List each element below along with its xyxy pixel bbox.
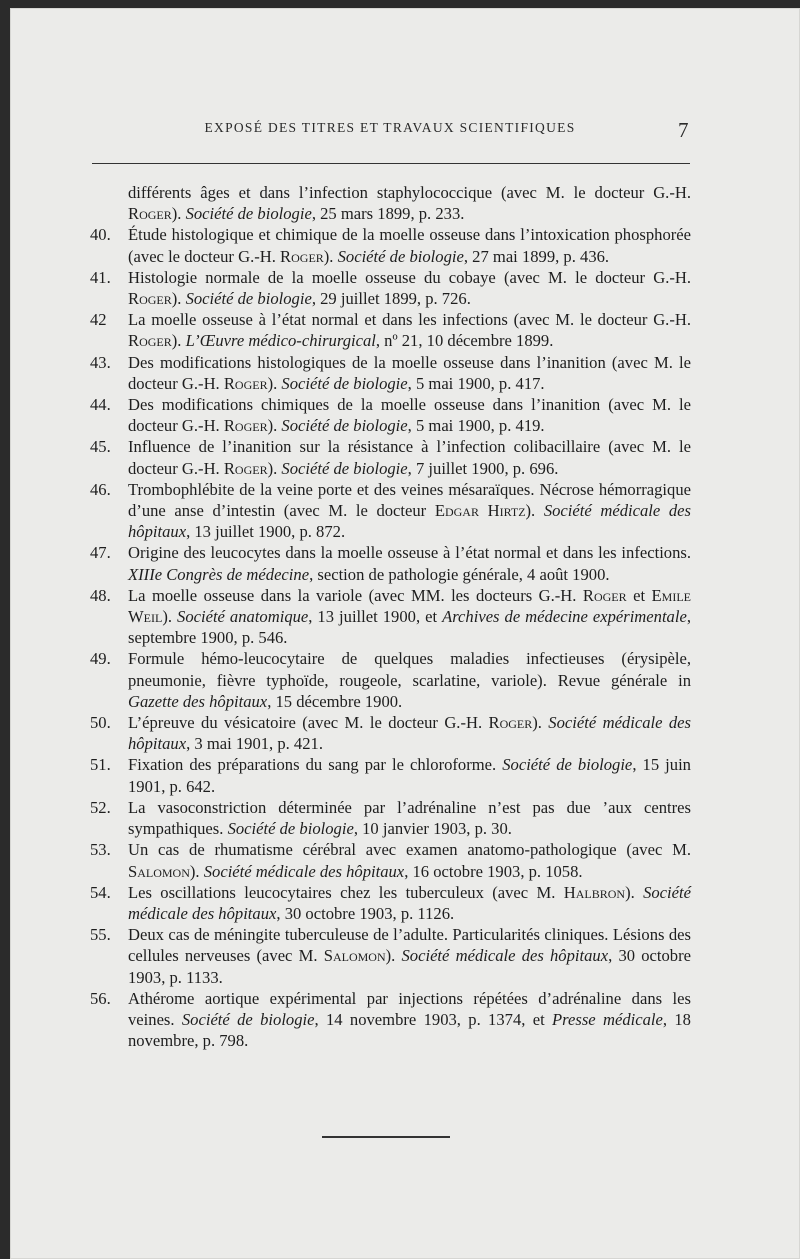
- entry-number: 55.: [90, 925, 111, 945]
- entry-text-part: La moelle osseuse dans la variole (avec MM. les docteurs G.-H.: [128, 585, 583, 605]
- entry-number: 56.: [90, 988, 111, 1008]
- author-name: Roger: [280, 246, 324, 266]
- entry-number: 51.: [90, 755, 111, 775]
- entry-text-part: ).: [171, 331, 186, 351]
- bibliography-entry: [90, 924, 691, 988]
- entry-text-part: , 3 mai 1901, p. 421.: [186, 734, 323, 754]
- journal-title: L’Œuvre médico-chirurgical: [185, 331, 376, 351]
- bibliography-entry: [90, 797, 691, 839]
- entry-text-part: , 16 octobre 1903, p. 1058.: [404, 861, 583, 881]
- entry-text: [128, 353, 691, 393]
- journal-title: Société de biologie: [185, 289, 312, 309]
- entry-text-part: , 25 mars 1899, p. 233.: [311, 204, 465, 224]
- entry-number: 44.: [90, 395, 111, 415]
- entry-text-part: ).: [162, 607, 178, 627]
- author-name: Roger: [128, 204, 172, 224]
- entry-text-part: , 13 juillet 1900, p. 872.: [186, 522, 346, 542]
- entry-text: [128, 840, 691, 880]
- bibliography-entry: [90, 988, 691, 1052]
- bibliography-entry: [90, 585, 691, 649]
- entry-number: 45.: [90, 437, 111, 457]
- entry-text-part: , 15 décembre 1900.: [267, 691, 403, 711]
- header-rule: [92, 163, 690, 164]
- entry-text-part: ).: [267, 416, 282, 436]
- bibliography-entry: [90, 712, 691, 754]
- author-name: Roger: [223, 416, 268, 436]
- author-name: Roger: [223, 458, 268, 478]
- entry-text-part: , 30 octobre 1903, p. 1133.: [128, 946, 691, 987]
- journal-title: XIIIe Congrès de médecine: [128, 564, 310, 584]
- entry-text: [128, 395, 691, 435]
- entry-text-part: Origine des leucocytes dans la moelle osseuse à l’état normal et dans les infections.: [128, 543, 691, 563]
- entry-number: 54.: [90, 882, 111, 902]
- entry-text: [128, 480, 691, 541]
- bibliography-list: [90, 182, 691, 1051]
- entry-text-part: Deux cas de méningite tuberculeuse de l’adulte. Particularités cliniques. Lésions des cellules nerveuses (avec M.: [128, 925, 691, 966]
- entry-number: 47.: [90, 543, 111, 563]
- entry-text-part: , 27 mai 1899, p. 436.: [463, 246, 610, 266]
- entry-text-part: Des modifications histologiques de la moelle osseuse dans l’inanition (avec M. le docteur G.-H.: [128, 352, 691, 393]
- entry-text: [128, 586, 691, 647]
- entry-text-part: ).: [267, 458, 282, 478]
- bibliography-entry: [90, 309, 691, 351]
- bibliography-entry: [90, 754, 691, 796]
- entry-text-part: ).: [323, 246, 338, 266]
- entry-text-part: , 30 octobre 1903, p. 1126.: [276, 903, 455, 923]
- bibliography-entry: [90, 839, 691, 881]
- author-name: Roger: [582, 585, 627, 605]
- entry-number: 42: [90, 310, 107, 330]
- entry-text-part: Formule hémo-leucocytaire de quelques maladies infectieuses (érysipèle, pneumonie, fièvre typhoïde, rougeole, scarlatine, variole). Revue générale in: [128, 649, 691, 690]
- entry-text-part: Un cas de rhumatisme cérébral avec examen anatomo-pathologique (avec M.: [128, 840, 691, 860]
- entry-text-part: ).: [189, 861, 204, 881]
- bibliography-entry: [90, 182, 691, 224]
- journal-title: Société de biologie: [281, 416, 408, 436]
- entry-text-part: , nº 21, 10 décembre 1899.: [375, 331, 554, 351]
- author-name: Roger: [488, 713, 533, 733]
- journal-title: Société de biologie: [181, 1009, 315, 1029]
- entry-text-part: différents âges et dans l’infection staphylococcique (avec M. le docteur G.-H.: [128, 183, 691, 202]
- entry-text: [128, 183, 691, 223]
- author-name: Roger: [223, 373, 268, 393]
- entry-text-part: ).: [267, 373, 282, 393]
- entry-text: [128, 437, 691, 477]
- entry-text: [128, 925, 691, 986]
- entry-number: 50.: [90, 713, 111, 733]
- entry-text-part: et: [626, 585, 652, 605]
- entry-text-part: ).: [625, 882, 644, 902]
- entry-text-part: , 14 novembre 1903, p. 1374, et: [314, 1009, 553, 1029]
- journal-title: Société de biologie: [337, 246, 464, 266]
- bibliography-entry: [90, 267, 691, 309]
- entry-text-part: , 15 juin 1901, p. 642.: [128, 755, 691, 796]
- bibliography-entry: [90, 394, 691, 436]
- entry-text-part: La moelle osseuse à l’état normal et dans les infections (avec M. le docteur G.-H.: [128, 310, 691, 330]
- entry-text-part: Étude histologique et chimique de la moelle osseuse dans l’intoxication phosphorée (avec le docteur G.-H.: [128, 225, 691, 266]
- journal-title: Société médicale des hôpitaux: [128, 713, 691, 754]
- journal-title: Société médicale des hôpitaux: [128, 882, 691, 923]
- entry-text-part: ).: [525, 501, 544, 521]
- entry-text: [128, 755, 691, 795]
- entry-text: [128, 798, 691, 838]
- journal-title: Société médicale des hôpitaux: [128, 501, 691, 542]
- entry-number: 41.: [90, 267, 111, 287]
- bibliography-entry: [90, 224, 691, 266]
- journal-title: Société anatomique: [177, 607, 309, 627]
- journal-title: Société médicale des hôpitaux: [203, 861, 405, 881]
- page-number: 7: [678, 118, 689, 142]
- bibliography-entry: [90, 436, 691, 478]
- entry-text-part: L’épreuve du vésicatoire (avec M. le docteur G.-H.: [128, 713, 489, 733]
- entry-text-part: ).: [532, 713, 549, 733]
- entry-text-part: , 5 mai 1900, p. 419.: [407, 416, 545, 436]
- author-name: Salomon: [323, 946, 386, 966]
- author-name: Salomon: [128, 861, 190, 881]
- journal-title: Société de biologie: [502, 755, 633, 775]
- journal-title: Société de biologie: [227, 819, 354, 839]
- entry-number: 49.: [90, 649, 111, 669]
- entry-text-part: , septembre 1900, p. 546.: [128, 607, 691, 648]
- entry-text-part: , 29 juillet 1899, p. 726.: [311, 289, 471, 309]
- entry-text-part: Des modifications chimiques de la moelle osseuse dans l’inanition (avec M. le docteur G.-H.: [128, 395, 691, 436]
- entry-text: [128, 268, 691, 308]
- bibliography-entry: [90, 352, 691, 394]
- entry-text-part: , 13 juillet 1900, et: [308, 607, 443, 627]
- entry-text: [128, 989, 691, 1050]
- entry-text-part: Athérome aortique expérimental par injections répétées d’adrénaline dans les veines.: [128, 988, 691, 1029]
- entry-text-part: Fixation des préparations du sang par le chloroforme.: [128, 755, 503, 775]
- entry-number: 40.: [90, 225, 111, 245]
- entry-text-part: , 10 janvier 1903, p. 30.: [353, 819, 512, 839]
- bibliography-entry: [90, 648, 691, 712]
- entry-text-part: Trombophlébite de la veine porte et des veines mésaraïques. Nécrose hémorragique d’une anse d’intestin (avec M. le docteur: [128, 479, 691, 521]
- journal-title: Société de biologie: [281, 373, 408, 393]
- author-name: Edgar Hirtz: [434, 501, 526, 521]
- running-header-title: EXPOSÉ DES TITRES ET TRAVAUX SCIENTIFIQUES: [204, 120, 576, 135]
- entry-text: [128, 543, 691, 583]
- entry-text: [128, 225, 691, 265]
- entry-text-part: ).: [171, 289, 186, 309]
- entry-number: 52.: [90, 797, 111, 817]
- journal-title: Presse médicale: [552, 1009, 663, 1029]
- entry-number: 48.: [90, 585, 111, 605]
- bibliography-entry: [90, 479, 691, 543]
- entry-text-part: , section de pathologie générale, 4 août 1900.: [309, 564, 610, 584]
- author-name: Roger: [128, 331, 172, 351]
- entry-number: 46.: [90, 479, 111, 499]
- journal-title: Société médicale des hôpitaux: [401, 946, 609, 966]
- bibliography-entry: [90, 542, 691, 584]
- entry-text-part: , 7 juillet 1900, p. 696.: [407, 458, 559, 478]
- end-rule: [322, 1136, 450, 1138]
- author-name: Emile Weil: [128, 585, 691, 627]
- entry-text-part: Les oscillations leucocytaires chez les tuberculeux (avec M.: [128, 882, 564, 902]
- entry-text-part: , 18 novembre, p. 798.: [128, 1009, 691, 1051]
- entry-text-part: La vasoconstriction déterminée par l’adrénaline n’est pas due ’aux centres sympathiques.: [128, 797, 691, 839]
- entry-text-part: ).: [385, 946, 402, 966]
- entry-text-part: Histologie normale de la moelle osseuse du cobaye (avec M. le docteur G.-H.: [128, 267, 691, 287]
- entry-text: [128, 310, 691, 350]
- journal-title: Archives de médecine expérimentale: [442, 607, 687, 627]
- entry-number: 43.: [90, 352, 111, 372]
- entry-number: 53.: [90, 840, 111, 860]
- journal-title: Gazette des hôpitaux: [128, 691, 268, 711]
- entry-text: [128, 713, 691, 753]
- journal-title: Société de biologie: [185, 204, 312, 224]
- entry-text-part: Influence de l’inanition sur la résistance à l’infection colibacillaire (avec M. le docteur G.-H.: [128, 437, 691, 478]
- entry-text: [128, 883, 691, 923]
- bibliography-entry: [90, 882, 691, 924]
- author-name: Halbron: [563, 882, 626, 902]
- entry-text-part: , 5 mai 1900, p. 417.: [407, 373, 545, 393]
- author-name: Roger: [128, 289, 172, 309]
- journal-title: Société de biologie: [281, 458, 408, 478]
- entry-text-part: ).: [171, 204, 186, 224]
- entry-text: [128, 649, 691, 710]
- book-page: [10, 8, 800, 1259]
